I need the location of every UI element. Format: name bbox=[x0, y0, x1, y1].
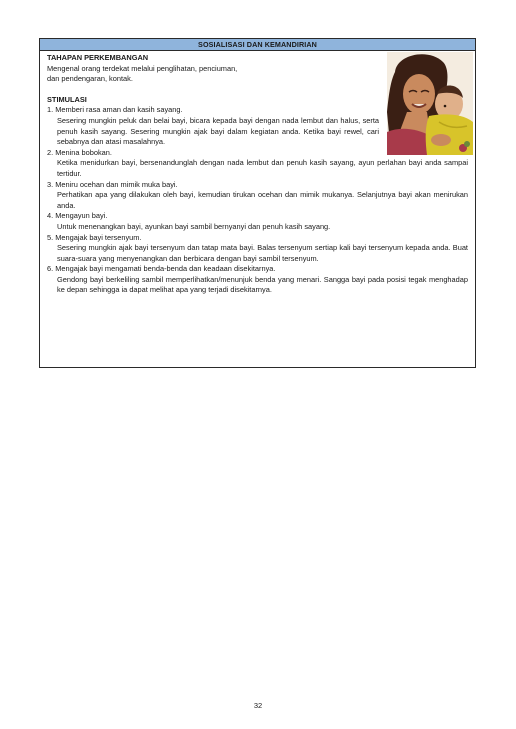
item-body: Gendong bayi berkeliling sambil memperlihatkan/menunjuk benda yang menari. Sangga bayi pada posisi tegak menghadap ke depan sehingga ia dapat melihat apa yang terjadi disekitarnya. bbox=[57, 274, 468, 295]
item-title: 4. Mengayun bayi. bbox=[47, 211, 108, 221]
page-number: 32 bbox=[253, 701, 263, 710]
item-title: 5. Mengajak bayi tersenyum. bbox=[47, 232, 142, 242]
item-title: 1. Memberi rasa aman dan kasih sayang. bbox=[47, 105, 183, 115]
stimulation-box bbox=[39, 38, 476, 368]
item-body: Perhatikan apa yang dilakukan oleh bayi, kemudian tirukan ocehan dan mimik mukanya. Selanjutnya bayi akan menirukan anda. bbox=[57, 190, 468, 210]
item-body: Sesering mungkin peluk dan belai bayi, bicara kepada bayi dengan nada lembut dan halus, serta penuh kasih sayang. Sesering mungkin ajak bayi dalam kegiatan anda. Ketika bayi rewel, cari sebabnya dan atasi masalahnya. bbox=[57, 115, 379, 147]
list-item bbox=[47, 105, 468, 147]
list-item bbox=[47, 211, 468, 232]
tahapan-text-line2: dan pendengaran, kontak. bbox=[47, 74, 133, 84]
item-title: 3. Meniru ocehan dan mimik muka bayi. bbox=[47, 179, 178, 189]
tahapan-heading: TAHAPAN PERKEMBANGAN bbox=[47, 53, 149, 62]
stimulasi-heading: STIMULASI bbox=[47, 94, 87, 104]
tahapan-text-line1: Mengenal orang terdekat melalui penglihatan, penciuman, bbox=[47, 63, 238, 73]
item-body: Sesering mungkin ajak bayi tersenyum dan tatap mata bayi. Balas tersenyum sertiap kali bayi tersenyum kepada anda. Buat suara-suara yang menyenangkan dan berbicara dengan bayi sambil tersenyum. bbox=[57, 243, 468, 263]
item-title: 6. Mengajak bayi mengamati benda-benda dan keadaan disekitarnya. bbox=[47, 264, 276, 274]
list-item bbox=[47, 233, 468, 265]
box-header-title: SOSIALISASI DAN KEMANDIRIAN bbox=[40, 39, 475, 51]
box-content bbox=[40, 51, 475, 296]
item-body: Ketika menidurkan bayi, bersenandunglah dengan nada lembut dan penuh kasih sayang, ayun perlahan bayi anda sampai tertidur. bbox=[57, 158, 468, 178]
list-item bbox=[47, 180, 468, 212]
list-item bbox=[47, 264, 468, 296]
item-body: Untuk menenangkan bayi, ayunkan bayi sambil bernyanyi dan penuh kasih sayang. bbox=[57, 221, 331, 231]
list-item bbox=[47, 148, 468, 180]
item-title: 2. Menina bobokan. bbox=[47, 147, 112, 157]
